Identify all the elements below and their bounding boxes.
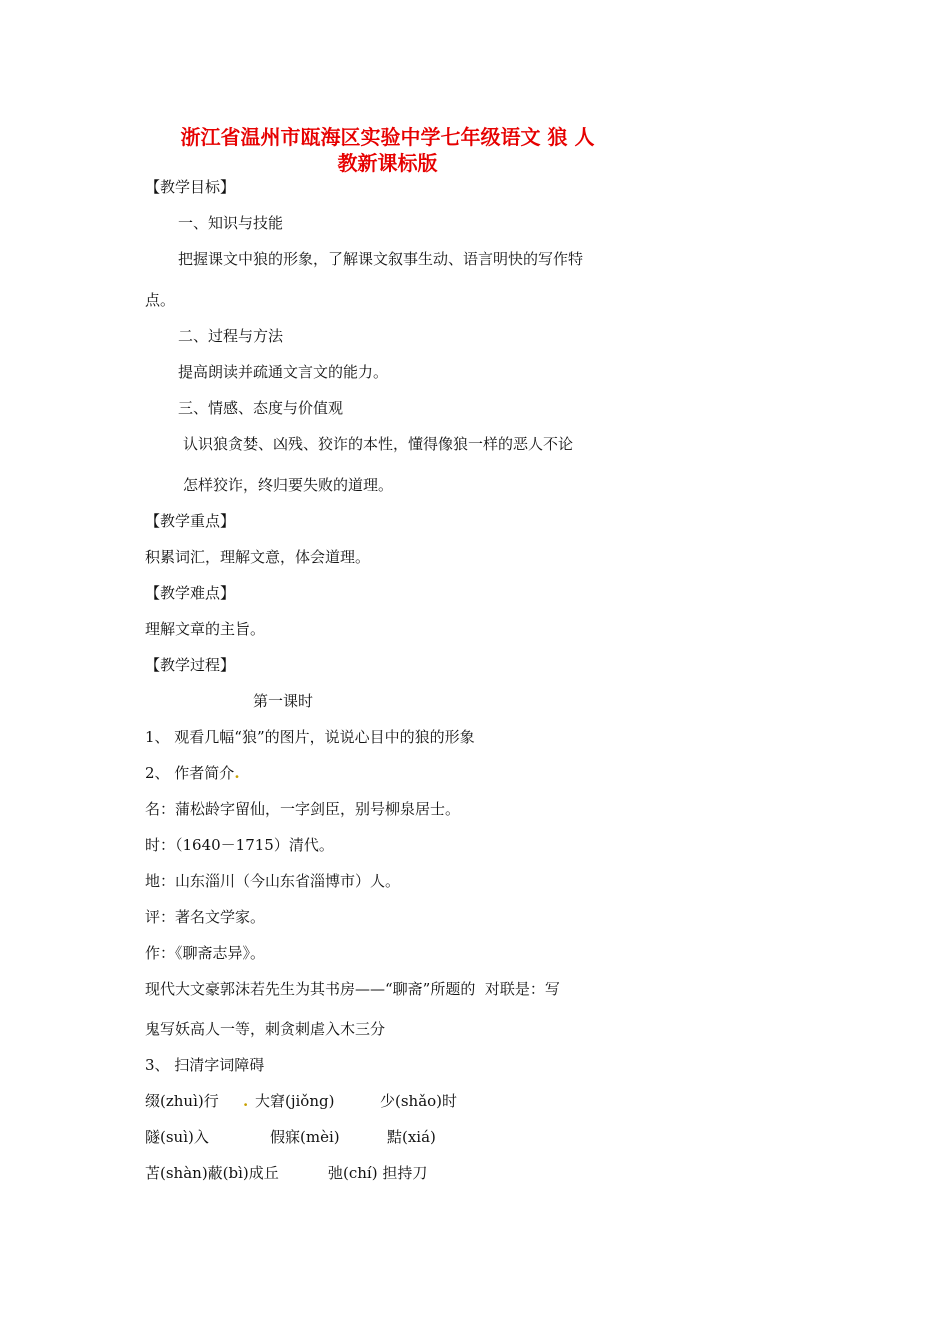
vocab-2-1: 隧(suì)入 (145, 1128, 209, 1146)
author-name: 名：蒲松龄字留仙，一字剑臣，别号柳泉居士。 (145, 800, 461, 818)
goals-section-1-text-end: 点。 (145, 291, 176, 309)
goals-section-3-text-end: 怎样狡诈，终归要失败的道理。 (183, 476, 394, 494)
vocab-1-3: 少(shǎo)时 (380, 1092, 458, 1110)
author-evaluation: 评：著名文学家。 (145, 908, 266, 926)
focus-heading: 【教学重点】 (145, 512, 236, 530)
vocab-2-3: 黠(xiá) (387, 1128, 436, 1146)
vocab-3-1: 苫(shàn)蔽(bì)成丘 (145, 1164, 279, 1182)
document-title-line-2: 教新课标版 (337, 151, 438, 175)
goals-section-1-title: 一、知识与技能 (178, 214, 284, 232)
focus-text: 积累词汇，理解文意，体会道理。 (145, 548, 371, 566)
difficulty-text: 理解文章的主旨。 (145, 620, 266, 638)
document-title-line-1: 浙江省温州市瓯海区实验中学七年级语文 狼 人 (180, 125, 595, 149)
goals-section-2-title: 二、过程与方法 (178, 327, 284, 345)
difficulty-heading: 【教学难点】 (145, 584, 236, 602)
couplet-text: 现代大文豪郭沫若先生为其书房——“聊斋”所题的 对联是：写 (145, 980, 560, 998)
goals-section-3-text: 认识狼贪婪、凶残、狡诈的本性，懂得像狼一样的恶人不论 (183, 435, 574, 453)
mark-dot-icon: . (234, 764, 240, 782)
vocab-1-1: 缀(zhuì)行 (145, 1092, 219, 1110)
step-2 (145, 763, 240, 783)
author-place: 地：山东淄川（今山东省淄博市）人。 (145, 872, 401, 890)
step-3: 3、 扫清字词障碍 (145, 1056, 265, 1074)
goals-section-3-title: 三、情感、态度与价值观 (178, 399, 344, 417)
couplet-text-end: 鬼写妖高人一等，刺贪刺虐入木三分 (145, 1020, 386, 1038)
author-work: 作：《聊斋志异》。 (145, 944, 266, 962)
vocab-2-2: 假寐(mèi) (270, 1128, 340, 1146)
goals-heading: 【教学目标】 (145, 178, 236, 196)
process-heading: 【教学过程】 (145, 656, 236, 674)
author-time: 时：（1640－1715）清代。 (145, 836, 334, 854)
lesson-title: 第一课时 (253, 692, 314, 710)
goals-section-2-text: 提高朗读并疏通文言文的能力。 (178, 363, 389, 381)
mark-dot-icon-2: . (243, 1092, 249, 1110)
goals-section-1-text: 把握课文中狼的形象，了解课文叙事生动、语言明快的写作特 (178, 250, 584, 268)
step-2-text: 2、 作者简介 (145, 764, 235, 782)
vocab-1-2: 大窘(jiǒng) (255, 1092, 335, 1110)
step-1: 1、 观看几幅“狼”的图片，说说心目中的狼的形象 (145, 728, 475, 746)
vocab-3-2: 弛(chí) 担持刀 (328, 1164, 428, 1182)
